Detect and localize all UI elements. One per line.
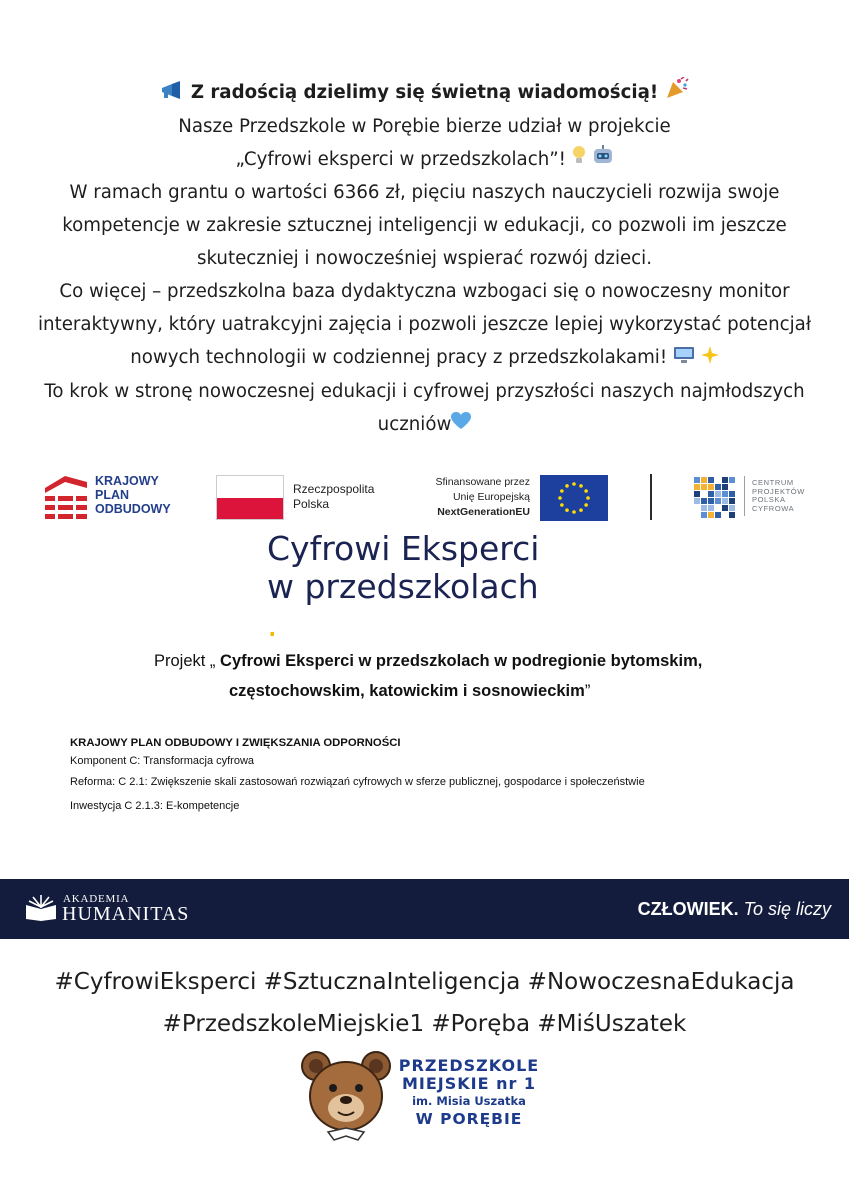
rp-logo-text: [293, 482, 374, 512]
cppc-tile: [729, 505, 735, 511]
cppc-tile: [729, 491, 735, 497]
school-logo-text: [384, 1057, 554, 1129]
cppc-tile: [694, 484, 700, 490]
eu-funding-text: [380, 475, 530, 520]
project-description: [154, 646, 794, 706]
cppc-tile: [715, 484, 721, 490]
school-line-1: PRZEDSZKOLE: [398, 1056, 540, 1075]
announcement-line-9: To krok w stronę nowoczesnej edukacji i cyfrowej przyszłości naszych najmłodszych: [44, 380, 805, 402]
hashtags-line-2: #PrzedszkoleMiejskie1 #Poręba #MiśUszatek: [162, 1011, 687, 1037]
cppc-text-1: CENTRUM: [752, 478, 794, 487]
eu-star: [565, 508, 569, 512]
party-popper-icon: [665, 77, 689, 110]
eu-star: [584, 489, 588, 493]
sparkles-icon: [701, 342, 719, 375]
announcement: [0, 76, 849, 441]
announcement-line-2-row: [0, 143, 849, 177]
project-title-line-2: w przedszkolach: [267, 567, 539, 606]
cppc-text-3: POLSKA: [752, 495, 786, 505]
announcement-line-3: W ramach grantu o wartości 6366 zł, pięciu naszych nauczycieli rozwija swoje: [69, 182, 780, 203]
school-line-4: W PORĘBIE: [415, 1110, 523, 1128]
eu-text-2: Unię Europejską: [452, 491, 530, 503]
rp-text-1: Rzeczpospolita: [293, 482, 375, 496]
cppc-tile: [708, 477, 714, 483]
cppc-tile: [722, 484, 728, 490]
project-title-line-1: Cyfrowi Eksperci: [267, 529, 540, 568]
megaphone-icon: [160, 77, 184, 110]
eu-star: [584, 503, 588, 507]
announcement-headline-line: [0, 76, 849, 110]
blue-heart-icon: [451, 408, 471, 441]
cppc-tile: [694, 498, 700, 504]
projekt-name-line-2: częstochowskim, katowickim i sosnowieckim: [229, 682, 585, 700]
cppc-tile: [729, 477, 735, 483]
cppc-tile: [715, 491, 721, 497]
eu-star: [579, 484, 583, 488]
announcement-line-10: uczniów: [377, 413, 452, 435]
cppc-logo-text: [752, 479, 805, 513]
cppc-tile: [708, 512, 714, 518]
eu-star: [565, 484, 569, 488]
cppc-tile: [708, 505, 714, 511]
kpo-logo-icon: [45, 476, 87, 520]
kpo-info-heading: KRAJOWY PLAN ODBUDOWY I ZWIĘKSZANIA ODPORNOŚCI: [70, 737, 401, 749]
open-book-icon: [24, 895, 58, 921]
cppc-tile: [722, 477, 728, 483]
computer-icon: [673, 342, 695, 375]
project-title: [267, 530, 539, 644]
kpo-info-reforma: Reforma: C 2.1: Zwiększenie skali zastosowań rozwiązań cyfrowych w sferze publicznej, gospodarce i społeczeństwie: [70, 776, 645, 788]
eu-star: [579, 508, 583, 512]
kpo-info-inwestycja: Inwestycja C 2.1.3: E-kompetencje: [70, 800, 240, 812]
cppc-tile: [701, 484, 707, 490]
eu-text-1: Sfinansowane przez: [435, 476, 530, 488]
humanitas-label: HUMANITAS: [62, 903, 190, 925]
cppc-tile: [694, 477, 700, 483]
eu-star: [560, 489, 564, 493]
announcement-headline: Z radością dzielimy się świetną wiadomością!: [190, 82, 659, 103]
cppc-tile: [694, 491, 700, 497]
cppc-tile: [729, 512, 735, 518]
cppc-tile: [701, 498, 707, 504]
kpo-info-komponent: Komponent C: Transformacja cyfrowa: [70, 755, 255, 767]
kpo-text-2: PLAN: [95, 488, 130, 502]
cppc-divider: [744, 476, 745, 516]
cppc-tile: [701, 477, 707, 483]
projekt-line-2: [154, 676, 794, 706]
eu-flag-icon: [540, 475, 608, 521]
kpo-info: [70, 734, 645, 818]
cppc-tile: [715, 512, 721, 518]
eu-star: [560, 503, 564, 507]
project-title-dot: .: [267, 605, 278, 644]
eu-text-3: NextGenerationEU: [437, 506, 530, 518]
eu-star: [558, 496, 562, 500]
eu-star: [572, 482, 576, 486]
project-title-line-2-row: [267, 568, 539, 644]
claim-italic: To się liczy: [738, 899, 831, 919]
kpo-text-1: KRAJOWY: [95, 474, 159, 488]
poland-flag-icon: [216, 475, 284, 520]
cppc-text-2: PROJEKTÓW: [752, 486, 805, 496]
school-line-2: MIEJSKIE nr 1: [401, 1074, 537, 1093]
announcement-line-1: Nasze Przedszkole w Porębie bierze udział w projekcie: [178, 115, 671, 137]
cppc-tile: [701, 505, 707, 511]
announcement-line-6: Co więcej – przedszkolna baza dydaktyczna wzbogaci się o nowoczesny monitor: [59, 281, 790, 302]
projekt-name-line-1: Cyfrowi Eksperci w przedszkolach w podregionie bytomskim,: [220, 652, 703, 670]
cppc-tile: [722, 491, 728, 497]
eu-star: [572, 510, 576, 514]
cppc-tile: [701, 512, 707, 518]
announcement-line-8: nowych technologii w codziennej pracy z przedszkolakami!: [130, 347, 668, 368]
announcement-line-8-row: [0, 341, 849, 375]
rp-text-2: Polska: [293, 497, 330, 511]
funding-logos: [0, 468, 849, 528]
announcement-line-4: kompetencje w zakresie sztucznej inteligencji w edukacji, co pozwoli im jeszcze: [62, 215, 787, 236]
hashtags-line-1: #CyfrowiEksperci #SztucznaInteligencja #NowoczesnaEdukacja: [54, 969, 795, 995]
cppc-tile: [715, 498, 721, 504]
cppc-tile: [722, 505, 728, 511]
projekt-suffix: ”: [584, 682, 591, 700]
kpo-text-3: ODBUDOWY: [95, 502, 171, 516]
announcement-line-5: skuteczniej i nowocześniej wspierać rozwój dzieci.: [196, 248, 653, 269]
announcement-line-10-row: [0, 408, 849, 442]
banner-claim: [638, 897, 831, 921]
logo-separator: [650, 474, 652, 520]
claim-bold: CZŁOWIEK.: [637, 899, 739, 919]
cppc-tile: [708, 498, 714, 504]
kpo-logo-text: [95, 474, 171, 516]
hashtags: [0, 961, 849, 1045]
akademia-label: AKADEMIA: [63, 893, 130, 905]
light-bulb-icon: [572, 143, 586, 176]
cppc-tile: [708, 491, 714, 497]
cppc-tile: [729, 498, 735, 504]
eu-star: [586, 496, 590, 500]
cppc-logo-icon: [692, 475, 736, 519]
school-line-3: im. Misia Uszatka: [412, 1094, 526, 1108]
sponsor-banner: [0, 879, 849, 939]
projekt-prefix: Projekt „: [154, 652, 216, 670]
announcement-line-7: interaktywny, który uatrakcyjni zajęcia i pozwoli jeszcze lepiej wykorzystać potencjał: [38, 314, 811, 335]
cppc-tile: [722, 498, 728, 504]
cppc-tile: [708, 484, 714, 490]
cppc-text-4: CYFROWA: [752, 503, 795, 513]
announcement-line-2: „Cyfrowi eksperci w przedszkolach”!: [235, 148, 566, 170]
robot-icon: [592, 143, 614, 176]
teddy-bear-icon: [300, 1048, 392, 1142]
